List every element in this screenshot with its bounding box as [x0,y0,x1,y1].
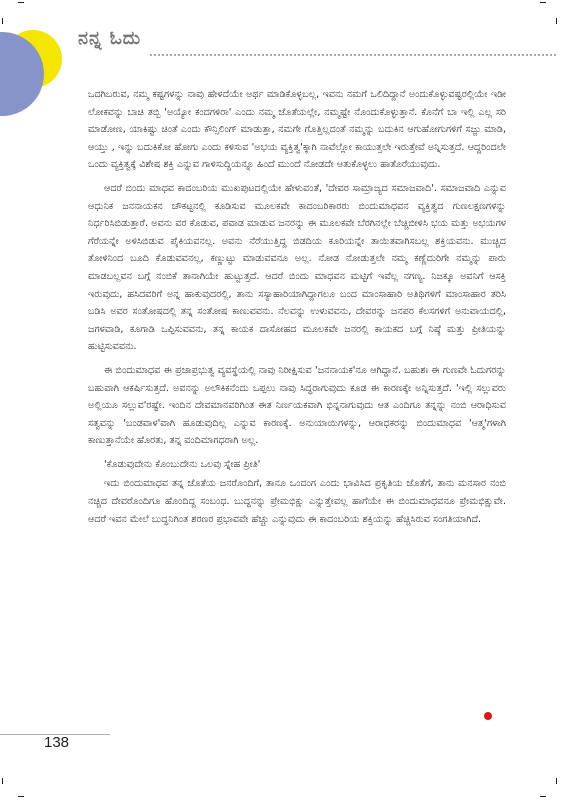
crop-mark [18,2,24,3]
quote-line: 'ಕೊಡುವುದೇನು ಕೊಂಬುದೇನು ಒಲವು ಸ್ನೇಹ ಪ್ರೀತಿ' [104,458,261,470]
crop-mark [2,18,3,24]
crop-mark [2,778,3,784]
end-of-section-marker [484,712,492,720]
crop-mark [556,778,557,784]
header-dotted-rule [150,54,556,56]
crop-mark [540,796,546,797]
section-title: ನನ್ನ ಓದು [78,28,142,49]
crop-mark [18,796,24,797]
paragraph: ಇದು ಬಿಂದುಮಾಧವ ತನ್ನ ಜೊತೆಯ ಜನರೊಂದಿಗೆ, ತಾನೂ ಒಂದಂಗ ಎಂದು ಭಾವಿಸಿದ ಪ್ರಕೃತಿಯ ಜೊತೆಗೆ, ತಾನು ಮನಸಾರ ನಂಬಿ ನಚ್ಚಿದ ದೇವರೊಂದಿಗೂ ಹೊಂದಿದ್ದ ಸಂಬಂಧ. ಬುದ್ಧನನ್ನು ಪ್ರೇಮಭಿಕ್ಷು ಎನ್ನುತ್ತೇವಲ್ಲ ಹಾಗೆಯೇ ಈ ಬಿಂದುಮಾಧವನೂ ಪ್ರೇಮಭಿಕ್ಷುವೇ. ಆದರೆ ಇವನ ಮೇಲೆ ಬುದ್ಧನಿಗಿಂತ ಶರಣರ ಪ್ರಭಾವವೇ ಹೆಚ್ಚು ಎನ್ನುವುದು ಈ ಕಾದಂಬರಿಯ ಶಕ್ತಿಯನ್ನು ಹೆಚ್ಚಿಸಿರುವ ಸಂಗತಿಯಾಗಿದೆ. [88,478,506,525]
paragraph: ಈ ಬಿಂದುಮಾಧವ ಈ ಪ್ರಜಾಪ್ರಭುತ್ವ ವ್ಯವಸ್ಥೆಯಲ್ಲಿ ನಾವು ನಿರೀಕ್ಷಿಸುವ 'ಜನನಾಯಕ'ನೂ ಆಗಿದ್ದಾನೆ. ಬಹುಶಃ ಈ ಗುಣವೇ ಓದುಗರನ್ನು ಬಹುವಾಗಿ ಆಕರ್ಷಿಸುತ್ತದೆ. ಅವನನ್ನು ಅಲೌಕಿಕನೆಂದು ಒಪ್ಪಲು ನಾವು ಸಿದ್ಧರಾಗುವುದು ಕೂಡ ಈ ಕಾರಣಕ್ಕೇ ಅನ್ನಿಸುತ್ತದೆ. 'ಇಲ್ಲಿ ಸಲ್ಲುವರು ಅಲ್ಲಿಯೂ ಸಲ್ಲುವ'ರಷ್ಟೇ. ಇಂದಿನ ದೇವಮಾನವರಿಗಿಂತ ಈತ ನಿರ್ಣಯಕವಾಗಿ ಭಿನ್ನನಾಗುವುದು ಆತ ಎಂದಿಗೂ ತನ್ನನ್ನು ನಂಬಿ ಆರಾಧಿಸುವ ಸತ್ವವನ್ನು 'ಬಂಡವಾಳ'ವಾಗಿ ಹೂಡುವುದಿಲ್ಲ ಎನ್ನುವ ಕಾರಣಕ್ಕೆ. ಅನುಯಾಯಿಗಳನ್ನು, ಆರಾಧಕರನ್ನು ಬಿಂದುಮಾಧವ 'ಆತ್ಮ'ಗಳಾಗಿ ಕಾಣುತ್ತಾನೆಯೇ ಹೊರತು, ತನ್ನ ವಂದಿಮಾಗಧರಾಗಿ ಅಲ್ಲ. [88,364,506,447]
paragraph: ಒದಗಿಬರುವ, ನಮ್ಮ ಕಷ್ಟಗಳನ್ನು ನಾವು ಹೇಳದೆಯೇ ಅರ್ಥ ಮಾಡಿಕೊಳ್ಳಬಲ್ಲ, ಇವನು ನಮಗೆ ಒಲಿದಿದ್ದಾನೆ ಅಂದುಕೊಳ್ಳುವಷ್ಟರಲ್ಲಿಯೇ ಇಡೀ ಲೋಕವನ್ನು ಬಾಚಿ ತಬ್ಬಿ 'ಅಯ್ಯೋ ಕಂದಗಳಿರಾ' ಎಂದು ನಮ್ಮ ಜೊತೆಯಲ್ಲೇ, ನಮ್ಮಷ್ಟೇ ನೊಂದುಕೊಳ್ಳುತ್ತಾನೆ. ಕೊನೆಗೆ ಬಾ ಇಲ್ಲಿ ಎಲ್ಲ ಸರಿ ಮಾಡೋಣ, ಯಾಕಿಷ್ಟು ಚಿಂತೆ ಎಂದು ಕೌನ್ಸಿಲಿಂಗ್ ಮಾಡುತ್ತಾ, ನಮಗೇ ಗೊತ್ತಿಲ್ಲದಂತೆ ನಮ್ಮನ್ನು ಬದುಕಿನ ಆಗುಹೋಗುಗಳಿಗೆ ಸಜ್ಜು ಮಾಡಿ, ಆಯ್ತು , ಇನ್ನು ಬದುಕಿಕೋ ಹೋಗು ಎಂದು ಕಳಿಸುವ 'ಅಭಯ ವ್ಯಕ್ತಿತ್ವ'ಕ್ಕಾಗಿ ನಾವೆಲ್ಲೋ ಕಾಯುತ್ತಲೇ ಇರುತ್ತೇವೆ ಅನ್ನಿಸುತ್ತದೆ. ಆದ್ದರಿಂದಲೇ ಒಂದು ವ್ಯಕ್ತಿತ್ವಕ್ಕೆ ವಿಶೇಷ ಶಕ್ತಿ ಎನ್ನುವ ಗಾಳಿಸುದ್ದಿಯನ್ನೂ ಹಿಂದೆ ಮುಂದೆ ನೋಡದೇ ಆತುಕೊಳ್ಳಲು ಹಾತೊರೆಯುವುದು. [88,89,506,171]
crop-mark [556,18,557,24]
paragraph: ಆದರೆ ಬಿಂದು ಮಾಧವ ಕಾದಂಬರಿಯ ಮುಖಪುಟದಲ್ಲಿಯೇ ಹೇಳುವಂತೆ, 'ದೇವರ ಸಾಮ್ರಾಜ್ಯದ ಸಮಾಜವಾದಿ'. ಸಮಾಜವಾದಿ ಎನ್ನುವ ಆಧುನಿಕ ಜನನಾಯಕನ ಚೌಕಟ್ಟನಲ್ಲಿ ಕೂಡಿಸುವ ಮೂಲಕವೇ ಕಾದಂಬರಿಕಾರರು ಬಿಂದುಮಾಧವನ ವ್ಯಕ್ತಿತ್ವದ ಗುಣಲಕ್ಷಣಗಳನ್ನು ನಿರ್ಧರಿಸಿಬಿಡುತ್ತಾರೆ. ಅವನು ವರ ಕೊಡುವ, ಪವಾಡ ಮಾಡುವ ಜನರನ್ನು ಈ ಮೂಲಕವೇ ಬೆರಗಿನಲ್ಲೇ ಬೆಚ್ಚಿಬೀಳಿಸಿ ಭಯ ಮತ್ತು ಅಭಯಗಳ ಗೆರೆಯನ್ನೇ ಅಳಿಸಿಬಿಡುವ ಪೈಕಿಯವನಲ್ಲ. ಅವನು ನೆರೆಯುತ್ತಿದ್ದ ಬಿಡದಿಯ ಕೂರಿಯನ್ನೇ ತಾಯಿತವಾಗಿಸಬಲ್ಲ ಶಕ್ತಿಯವನು. ಮುಚ್ಚಿದ ತೋಳಿನಿಂದ ಬೂದಿ ಕೊಡುವವನಲ್ಲ, ಕಣ್ಣುಟ್ಟು ಮಾಡುವವನೂ ಅಲ್ಲ. ನೋಡ ನೋಡುತ್ತಲೇ ನಮ್ಮ ಕಣ್ಣೆದುರಿಗೇ ನಮ್ಮನ್ನು ಪಾರು ಮಾಡಬಲ್ಲವನ ಬಗ್ಗೆ ನಂಬಿಕೆ ತಾನಾಗಿಯೇ ಹುಟ್ಟುತ್ತದೆ. ಆದರೆ ಬಿಂದು ಮಾಧವನ ಮಟ್ಟಿಗೆ ಇವೆಲ್ಲ ನಗಣ್ಯ. ನಿಜಕ್ಕೂ ಅವನಿಗೆ ಆಸಕ್ತಿ ಇರುವುದು, ಹಸಿದವರಿಗೆ ಅನ್ನ ಹಾಕುವುದರಲ್ಲಿ, ತಾನು ಸಸ್ಯಾಹಾರಿಯಾಗಿದ್ದಾಗಲೂ ಬಂದ ಮಾಂಸಾಹಾರಿ ಅತಿಥಿಗಳಿಗೆ ಮಾಂಸಾಹಾರ ತರಿಸಿ ಬಡಿಸಿ ಅವರ ಸಂತೋಷದಲ್ಲಿ ತನ್ನ ಸಂತೋಷ ಕಾಣುವವನು. ನೆಲವನ್ನು ಉಳುವವನು, ದೇವರನ್ನು ಜನಪರ ಕೆಲಸಗಳಿಗೆ ಅನುವಾಯದಲ್ಲಿ, ಜಗಳವಾಡಿ, ಕೂಗಾಡಿ ಒಪ್ಪಿಸುವವನು, ತನ್ನ ಕಾಯಕ ದಾಸೋಹದ ಮೂಲಕವೇ ಜನರಲ್ಲಿ ಕಾಯಕದ ಬಗ್ಗೆ ನಿಷ್ಠೆ ಮತ್ತು ಪ್ರೀತಿಯನ್ನು ಹುಟ್ಟಿಸುವವನು. [88,182,506,353]
crop-mark [540,2,546,3]
body-text [88,86,506,534]
page-number: 138 [44,734,70,751]
